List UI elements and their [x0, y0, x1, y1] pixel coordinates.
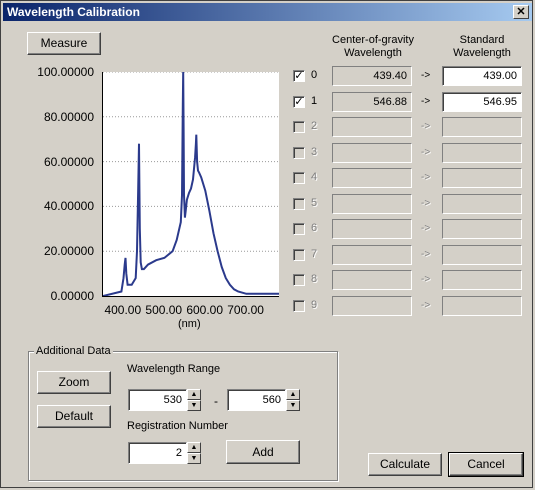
y-tick-label: 80.00000 [43, 109, 94, 124]
cog-wavelength-field [332, 270, 412, 290]
zoom-button[interactable]: Zoom [37, 371, 111, 394]
row-index: 4 [311, 171, 318, 183]
cog-wavelength-field [332, 168, 412, 188]
arrow-glyph: -> [421, 249, 431, 260]
range-from-spinner[interactable] [187, 389, 201, 411]
cog-wavelength-field: 546.88 [332, 92, 412, 112]
spectrum-chart [103, 72, 279, 296]
cog-wavelength-field [332, 143, 412, 163]
spectrum-series-line [103, 72, 279, 296]
window-title: Wavelength Calibration [7, 5, 140, 19]
arrow-glyph: -> [421, 172, 431, 183]
std-header-line2: Wavelength [453, 47, 511, 59]
cog-wavelength-field [332, 194, 412, 214]
row-index: 7 [311, 248, 318, 260]
y-tick-label: 60.00000 [43, 154, 94, 169]
spin-up-icon[interactable]: ▲ [286, 389, 300, 400]
spin-up-icon[interactable]: ▲ [187, 442, 201, 453]
row-checkbox[interactable] [293, 172, 305, 184]
x-axis-label: (nm) [178, 318, 201, 330]
row-checkbox[interactable] [293, 198, 305, 210]
row-index: 5 [311, 197, 318, 209]
y-tick-label: 20.00000 [43, 244, 94, 259]
measure-button[interactable]: Measure [27, 32, 101, 55]
registration-number-label: Registration Number [127, 420, 228, 432]
standard-wavelength-input[interactable] [442, 143, 522, 163]
range-separator: - [214, 394, 218, 408]
y-tick-label: 40.00000 [43, 199, 94, 214]
cog-wavelength-field: 439.40 [332, 66, 412, 86]
row-index: 3 [311, 146, 318, 158]
arrow-glyph: -> [421, 274, 431, 285]
standard-wavelength-input[interactable] [442, 296, 522, 316]
std-wavelength-header [440, 34, 524, 60]
arrow-glyph: -> [421, 198, 431, 209]
registration-number-input[interactable]: 2 [128, 442, 187, 464]
row-checkbox[interactable] [293, 121, 305, 133]
cog-header-line2: Wavelength [344, 47, 402, 59]
spectrum-plot-area [102, 72, 279, 297]
x-tick-label: 500.00 [145, 303, 183, 317]
cog-wavelength-field [332, 296, 412, 316]
cog-wavelength-field [332, 245, 412, 265]
spin-down-icon[interactable]: ▼ [187, 453, 201, 464]
default-button[interactable]: Default [37, 405, 111, 428]
y-tick-label: 100.00000 [37, 65, 94, 79]
registration-spinner[interactable] [187, 442, 201, 464]
cog-header-line1: Center-of-gravity [332, 34, 414, 46]
row-index: 9 [311, 299, 318, 311]
close-button[interactable]: ✕ [513, 5, 529, 19]
row-index: 2 [311, 120, 318, 132]
cancel-button[interactable]: Cancel [449, 453, 523, 476]
row-checkbox[interactable] [293, 249, 305, 261]
spin-down-icon[interactable]: ▼ [286, 400, 300, 411]
standard-wavelength-input[interactable] [442, 245, 522, 265]
additional-data-label: Additional Data [36, 345, 111, 357]
row-checkbox[interactable] [293, 300, 305, 312]
x-tick-label: 600.00 [186, 303, 224, 317]
range-to-input[interactable]: 560 [227, 389, 286, 411]
x-tick-label: 400.00 [104, 303, 142, 317]
standard-wavelength-input[interactable] [442, 270, 522, 290]
y-tick-label: 0.00000 [50, 289, 94, 303]
standard-wavelength-input[interactable]: 546.95 [442, 92, 522, 112]
title-bar[interactable] [3, 3, 532, 21]
arrow-glyph: -> [421, 300, 431, 311]
row-index: 1 [311, 95, 318, 107]
cog-wavelength-header [330, 34, 416, 60]
row-checkbox[interactable] [293, 147, 305, 159]
cog-wavelength-field [332, 117, 412, 137]
row-checkbox[interactable] [293, 223, 305, 235]
std-header-line1: Standard [459, 34, 505, 46]
cog-wavelength-field [332, 219, 412, 239]
arrow-glyph: -> [421, 70, 431, 81]
arrow-glyph: -> [421, 147, 431, 158]
range-to-spinner[interactable] [286, 389, 300, 411]
standard-wavelength-input[interactable] [442, 194, 522, 214]
row-index: 8 [311, 273, 318, 285]
arrow-glyph: -> [421, 223, 431, 234]
standard-wavelength-input[interactable] [442, 219, 522, 239]
range-from-input[interactable]: 530 [128, 389, 187, 411]
row-checkbox[interactable] [293, 274, 305, 286]
wavelength-range-label: Wavelength Range [127, 363, 221, 375]
add-button[interactable]: Add [226, 440, 300, 464]
x-tick-label: 700.00 [227, 303, 264, 317]
spin-down-icon[interactable]: ▼ [187, 400, 201, 411]
arrow-glyph: -> [421, 96, 431, 107]
standard-wavelength-input[interactable] [442, 117, 522, 137]
spin-up-icon[interactable]: ▲ [187, 389, 201, 400]
row-index: 6 [311, 222, 318, 234]
row-checkbox[interactable]: ✓ [294, 96, 304, 108]
calculate-button[interactable]: Calculate [368, 453, 442, 476]
standard-wavelength-input[interactable]: 439.00 [442, 66, 522, 86]
arrow-glyph: -> [421, 121, 431, 132]
row-index: 0 [311, 69, 318, 81]
standard-wavelength-input[interactable] [442, 168, 522, 188]
row-checkbox[interactable]: ✓ [294, 70, 304, 82]
